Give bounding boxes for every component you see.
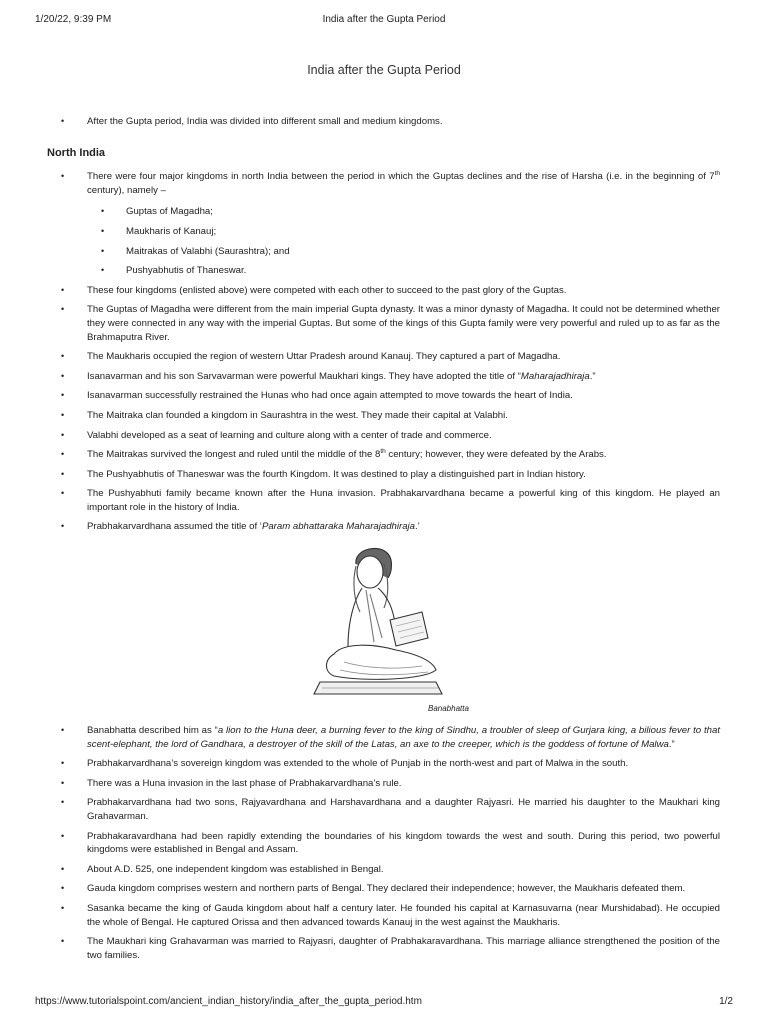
list-item: • There was a Huna invasion in the last phase of Prabhakarvardhana’s rule. — [47, 777, 720, 791]
print-header — [35, 14, 733, 28]
list-item: • The Maukhari king Grahavarman was married to Rajyasri, daughter of Prabhakaravardhana. This marriage alliance strengthened the position of the two families. — [47, 935, 720, 962]
kingdom-item: • Pushyabhutis of Thaneswar. — [47, 264, 720, 278]
banabhatta-illustration — [304, 542, 454, 702]
list-item: • Prabhakarvardhana’s sovereign kingdom was extended to the whole of Punjab in the north-west and part of Malwa in the south. — [47, 757, 720, 771]
figure-caption: Banabhatta — [428, 704, 469, 714]
list-item: • The Guptas of Magadha were different from the main imperial Gupta dynasty. It was a minor dynasty of Magadha. It could not be determined whether they were connected in any way with the imperial Guptas. But some of the kings of this Gupta family were very powerful and ruled up to as far as the Brahmaputra River. — [47, 303, 720, 344]
page-url: https://www.tutorialspoint.com/ancient_indian_history/india_after_the_gupta_period.htm — [35, 996, 422, 1007]
print-footer — [35, 996, 733, 1010]
list-item: • About A.D. 525, one independent kingdom was established in Bengal. — [47, 863, 720, 877]
print-title: India after the Gupta Period — [322, 14, 446, 25]
page-number: 1/2 — [719, 996, 733, 1007]
print-date: 1/20/22, 9:39 PM — [35, 14, 112, 25]
intro-bullet: • After the Gupta period, India was divided into different small and medium kingdoms. — [47, 115, 720, 129]
list-item: • Banabhatta described him as “a lion to the Huna deer, a burning fever to the king of Sindhu, a troubler of sleep of Gurjara king, a bilious fever to that scent-elephant, the lord of Gandhara, a destroyer of the skill of the Latas, an axe to the creeper, which is the goddess of fortune of Malwa.” — [47, 724, 720, 751]
list-item: • The Maitraka clan founded a kingdom in Saurashtra in the west. They made their capital at Valabhi. — [47, 409, 720, 423]
list-item: • Prabhakarvardhana assumed the title of ‘Param abhattaraka Maharajadhiraja.’ — [47, 520, 720, 534]
kingdom-list — [87, 205, 720, 277]
list-item: • The Pushyabhuti family became known after the Huna invasion. Prabhakarvardhana became a powerful king of this kingdom. He played an important role in the history of India. — [47, 487, 720, 514]
kingdom-item: • Guptas of Magadha; — [47, 205, 720, 219]
list-item: • Sasanka became the king of Gauda kingdom about half a century later. He founded his capital at Karnasuvarna (near Murshidabad). He occupied the whole of Bengal. He captured Orissa and then advanced towards Kanauj in the west against the Maukharis. — [47, 902, 720, 929]
article-body — [47, 115, 720, 968]
kingdom-item: • Maitrakas of Valabhi (Saurashtra); and — [47, 245, 720, 259]
list-item: • The Maitrakas survived the longest and ruled until the middle of the 8th century; however, they were defeated by the Arabs. — [47, 448, 720, 462]
kingdom-item: • Maukharis of Kanauj; — [47, 225, 720, 239]
banabhatta-figure — [47, 542, 720, 712]
list-item: • Isanavarman successfully restrained the Hunas who had once again attempted to move towards the heart of India. — [47, 389, 720, 403]
bullet-four-kingdoms: • There were four major kingdoms in north India between the period in which the Guptas declines and the rise of Harsha (i.e. in the beginning of 7th century), namely – • Guptas of Magadha; • Maukharis of Kanauj; • Maitrakas of Valabhi (Saurashtra); and • Pushyabhutis of Thaneswar. — [47, 170, 720, 278]
list-item: • Gauda kingdom comprises western and northern parts of Bengal. They declared their independence; however, the Maukharis defeated them. — [47, 882, 720, 896]
list-item: • Valabhi developed as a seat of learning and culture along with a center of trade and commerce. — [47, 429, 720, 443]
list-item: • The Pushyabhutis of Thaneswar was the fourth Kingdom. It was destined to play a distinguished part in Indian history. — [47, 468, 720, 482]
list-item: • Prabhakaravardhana had been rapidly extending the boundaries of his kingdom towards the west and south. During this period, two powerful kingdoms were established in Bengal and Assam. — [47, 830, 720, 857]
page-title: India after the Gupta Period — [307, 63, 461, 77]
list-item: • The Maukharis occupied the region of western Uttar Pradesh around Kanauj. They captured a part of Magadha. — [47, 350, 720, 364]
list-item: • Prabhakarvardhana had two sons, Rajyavardhana and Harshavardhana and a daughter Rajyasri. He married his daughter to the Maukhari king Grahavarman. — [47, 796, 720, 823]
list-item: • These four kingdoms (enlisted above) were competed with each other to succeed to the past glory of the Guptas. — [47, 284, 720, 298]
section-heading-north-india: North India — [47, 146, 106, 159]
list-item: • Isanavarman and his son Sarvavarman were powerful Maukhari kings. They have adopted the title of “Maharajadhiraja.” — [47, 370, 720, 384]
